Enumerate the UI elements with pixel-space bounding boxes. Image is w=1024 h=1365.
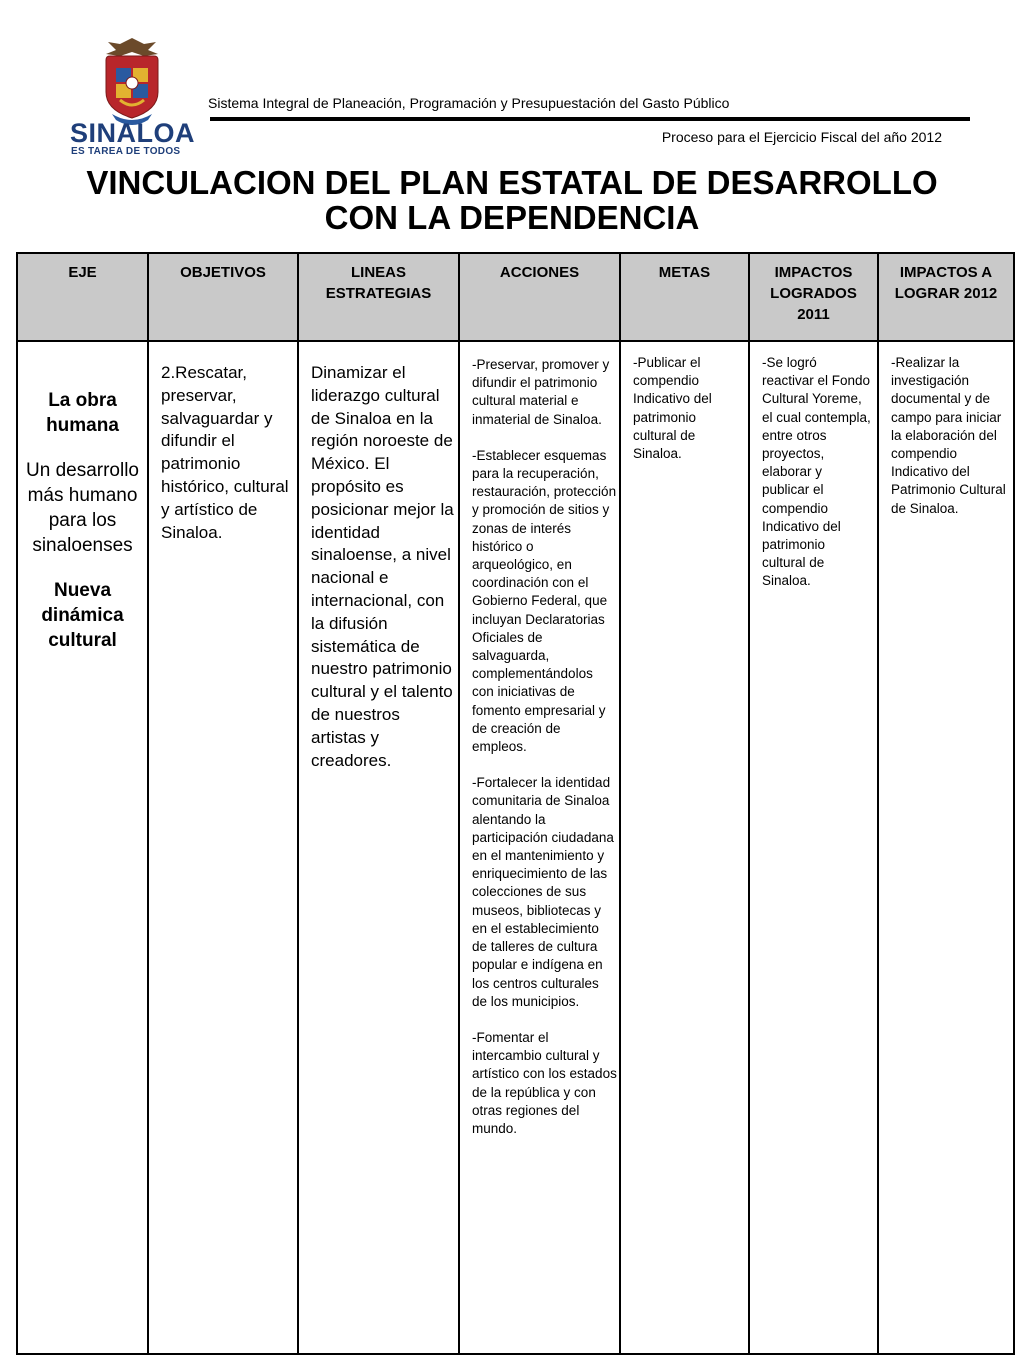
logo-wordmark: SINALOA <box>70 118 195 148</box>
eje-program: Nueva dinámica cultural <box>41 580 124 651</box>
eje-subtitle: Un desarrollo más humano para los sinaloenses <box>26 460 139 556</box>
document-title-line-2: CON LA DEPENDENCIA <box>324 199 700 236</box>
col-header-metas: METAS <box>620 253 749 341</box>
document-title-line-1: VINCULACION DEL PLAN ESTATAL DE DESARROLLO <box>86 164 938 201</box>
cell-objetivos: 2.Rescatar, preservar, salvaguardar y difundir el patrimonio histórico, cultural y artístico de Sinaloa. <box>148 341 298 1354</box>
header-divider <box>210 117 970 121</box>
col-header-eje: EJE <box>17 253 148 341</box>
col-header-lineas: LINEAS ESTRATEGIAS <box>298 253 459 341</box>
accion-item: -Preservar, promover y difundir el patrimonio cultural material e inmaterial de Sinaloa. <box>472 357 610 427</box>
cell-impactos-2011: -Se logró reactivar el Fondo Cultural Yoreme, el cual contempla, entre otros proyectos, elaborar y publicar el compendio Indicativo del patrimonio cultural de Sinaloa. <box>749 341 878 1354</box>
alignment-table <box>16 252 1015 1355</box>
table-header-row <box>17 253 1014 341</box>
cell-eje <box>17 341 148 1354</box>
table-row <box>17 341 1014 1354</box>
accion-item: -Fortalecer la identidad comunitaria de Sinaloa alentando la participación ciudadana en el mantenimiento y enriquecimiento de las colecciones de sus museos, bibliotecas y en el establecimiento de talleres de cultura popular e indígena en los centros culturales de los municipios. <box>472 775 614 1009</box>
cell-lineas: Dinamizar el liderazgo cultural de Sinaloa en la región noroeste de México. El propósito es posicionar mejor la identidad sinaloense, a nivel nacional e internacional, con la difusión sistemática de nuestro patrimonio cultural y el talento de nuestros artistas y creadores. <box>298 341 459 1354</box>
system-title: Sistema Integral de Planeación, Programación y Presupuestación del Gasto Público <box>208 95 730 111</box>
cell-acciones <box>459 341 620 1354</box>
document-title <box>0 165 1024 235</box>
cell-metas: -Publicar el compendio Indicativo del patrimonio cultural de Sinaloa. <box>620 341 749 1354</box>
logo-tagline: ES TAREA DE TODOS <box>71 146 181 157</box>
col-header-impactos-2012: IMPACTOS A LOGRAR 2012 <box>878 253 1014 341</box>
fiscal-process-label: Proceso para el Ejercicio Fiscal del año 2012 <box>661 129 942 145</box>
eje-title: La obra humana <box>46 390 119 436</box>
cell-impactos-2012: -Realizar la investigación documental y de campo para iniciar la elaboración del compendio Indicativo del Patrimonio Cultural de Sinaloa. <box>878 341 1014 1354</box>
accion-item: -Establecer esquemas para la recuperación, restauración, protección y promoción de sitios y zonas de interés histórico o arqueológico, en coordinación con el Gobierno Federal, que incluyan Declaratorias Oficiales de salvaguarda, complementándolos con iniciativas de fomento empresarial y de creación de empleos. <box>472 447 617 755</box>
col-header-objetivos: OBJETIVOS <box>148 253 298 341</box>
col-header-impactos-2011: IMPACTOS LOGRADOS 2011 <box>749 253 878 341</box>
accion-item: -Fomentar el intercambio cultural y artístico con los estados de la república y con otras regiones del mundo. <box>472 1029 617 1136</box>
col-header-acciones: ACCIONES <box>459 253 620 341</box>
